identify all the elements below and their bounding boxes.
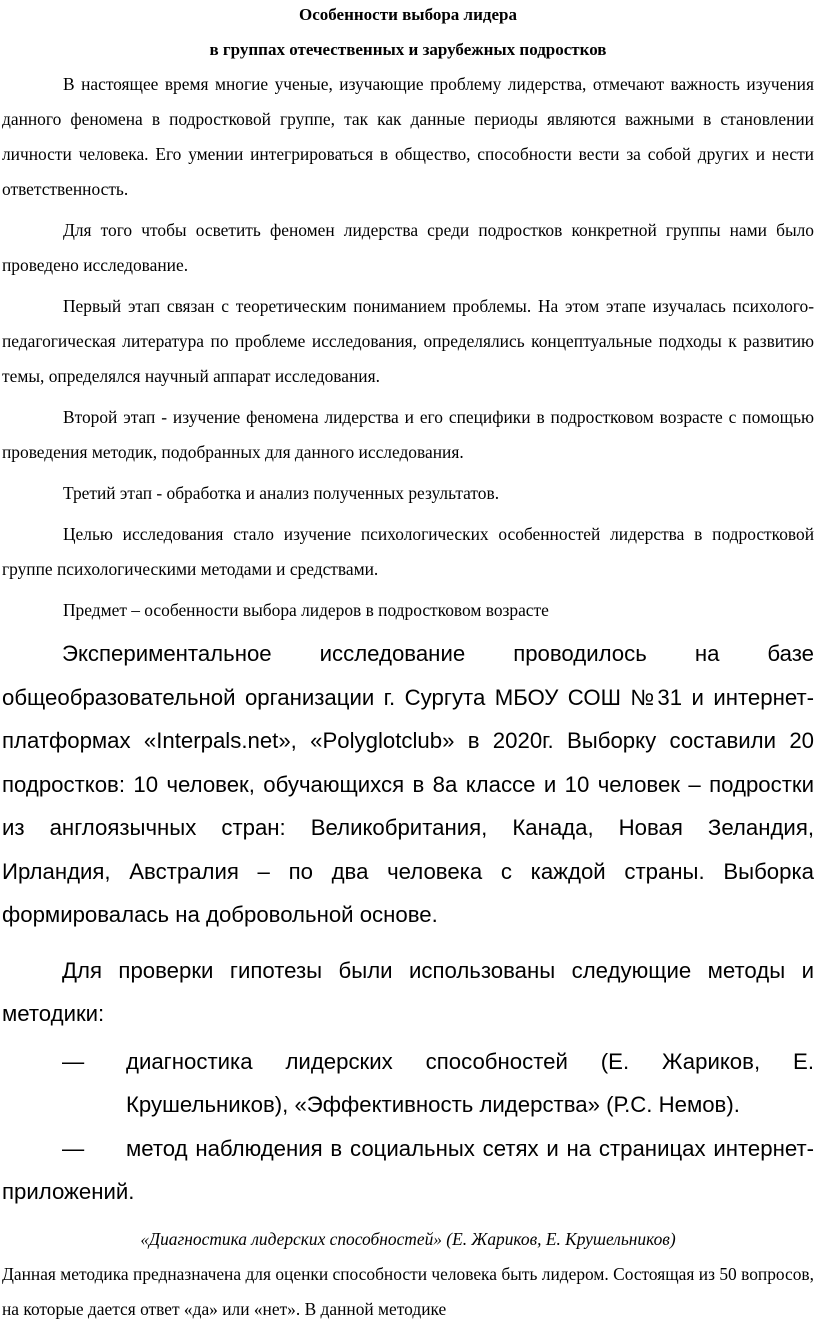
paragraph-goal: Целью исследования стало изучение психологических особенностей лидерства в подростковой группе психологическими методами и средствами. xyxy=(2,524,814,579)
paragraph-stage-1: Первый этап связан с теоретическим пониманием проблемы. На этом этапе изучалась психолого-педагогическая литература по проблеме исследования, определялись концептуальные подходы к развитию темы, определялся научный аппарат исследования. xyxy=(2,296,814,386)
paragraph-method-description: Данная методика предназначена для оценки способности человека быть лидером. Состоящая из 50 вопросов, на которые дается ответ «да» или «нет». В данной методике xyxy=(2,1263,814,1319)
paragraph-research: Для того чтобы осветить феномен лидерства среди подростков конкретной группы нами было проведено исследование. xyxy=(2,220,814,275)
paragraph-intro: В настоящее время многие ученые, изучающие проблему лидерства, отмечают важность изучения данного феномена в подростковой группе, так как данные периоды являются важными в становлении личности человека. Его умении интегрироваться в общество, способности вести за собой других и нести ответственность. xyxy=(2,74,814,199)
method-caption: «Диагностика лидерских способностей» (Е. Жариков, Е. Крушельников) xyxy=(140,1228,676,1249)
list-item-text: метод наблюдения в социальных сетях и на страницах интернет-приложений. xyxy=(2,1135,814,1204)
paragraph-subject: Предмет – особенности выбора лидеров в подростковом возрасте xyxy=(63,600,549,620)
list-dash: — xyxy=(62,1135,85,1161)
title-line-2: в группах отечественных и зарубежных подростков xyxy=(209,40,607,59)
paragraph-stage-2: Второй этап - изучение феномена лидерства и его специфики в подростковом возрасте с помощью проведения методик, подобранных для данного исследования. xyxy=(2,407,814,462)
list-item-text: диагностика лидерских способностей (Е. Жариков, Е. Крушельников), «Эффективность лидерства» (Р.С. Немов). xyxy=(126,1048,814,1117)
list-dash: — xyxy=(62,1048,85,1074)
paragraph-experiment: Экспериментальное исследование проводилось на базе общеобразовательной организации г. Сургута МБОУ СОШ №31 и интернет-платформах «Interpals.net», «Polyglotclub» в 2020г. Выборку составили 20 подростков: 10 человек, обучающихся в 8а классе и 10 человек – подростки из англоязычных стран: Великобритания, Канада, Новая Зеландия, Ирландия, Австралия – по два человека с каждой страны. Выборка формировалась на добровольной основе. xyxy=(2,641,814,927)
paragraph-stage-3: Третий этап - обработка и анализ полученных результатов. xyxy=(63,483,500,503)
list-item xyxy=(2,1040,814,1127)
list-item xyxy=(2,1127,814,1214)
paragraph-methods-intro: Для проверки гипотезы были использованы следующие методы и методики: xyxy=(2,957,814,1026)
title-line-1: Особенности выбора лидера xyxy=(299,5,517,24)
